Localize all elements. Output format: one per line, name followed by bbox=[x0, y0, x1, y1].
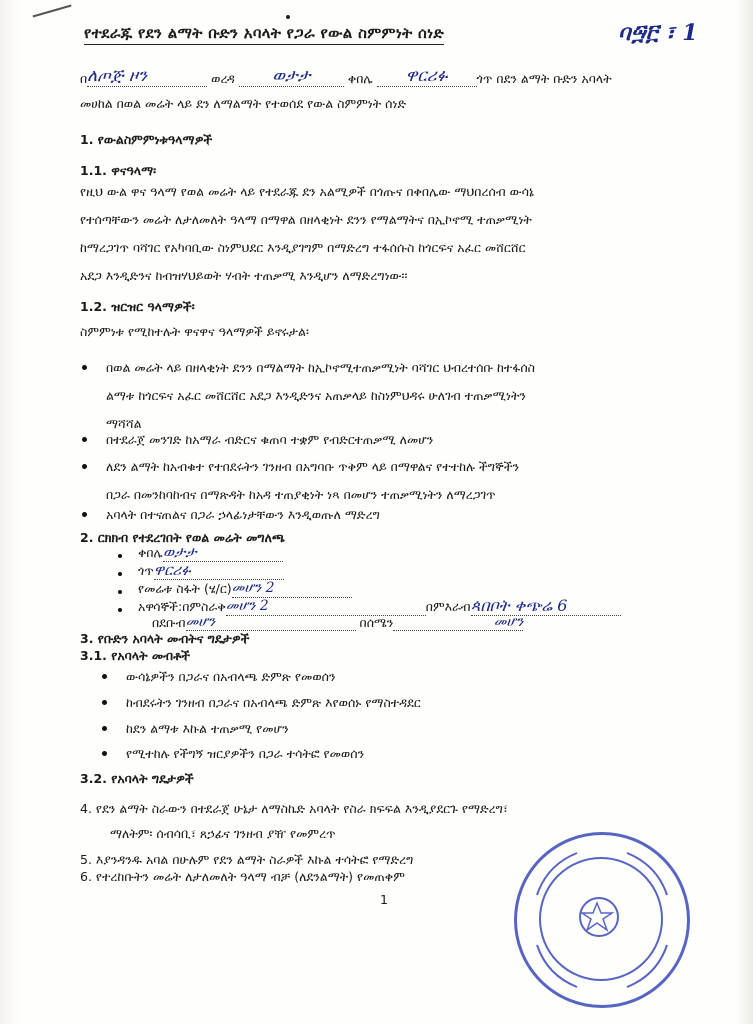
field-label: በምእራብ bbox=[425, 599, 471, 614]
section-6-line: 6. የተረከቡትን መሬት ለታለመለት ዓላማ ብቻ (ለደንልማት) የመጠቀም bbox=[80, 869, 405, 884]
section-5-line: 5. እያንዳንዱ አባል በሁሉም የደን ልማት ስራዎች እኩል ተሳትፎ የማድረግ bbox=[80, 852, 414, 867]
field-value: ወታታ bbox=[163, 543, 283, 562]
section-1-2-intro: ስምምነቱ የሚከተሉት ዋናዋና ዓላማዎች ይኖሩታል፡ bbox=[80, 324, 309, 339]
list-item-line: ማሻሻል bbox=[106, 416, 142, 431]
intro-line-2: መሀከል በወል መሬት ላይ ደን ለማልማት የተወሰደ የውል ስምምነት ሰነድ bbox=[80, 96, 407, 111]
bullet-dot bbox=[118, 608, 122, 612]
bullet-dot bbox=[82, 365, 87, 370]
list-item-line: የሚተከሉ የችግኝ ዝርያዎችን በጋራ ተሳትፎ የመወሰን bbox=[126, 746, 365, 761]
field-value: ጳበቦት ቀጭሬ 6 bbox=[471, 597, 621, 616]
intro-suffix: ጎጥ በደን ልማት ቡድን አባላት bbox=[476, 71, 612, 86]
list-item bbox=[80, 715, 720, 743]
section-1-1-paragraph bbox=[80, 178, 720, 290]
section-2-heading: 2. ርክክብ የተደረገበት የወል መሬት መግለጫ bbox=[80, 530, 285, 545]
list-item-line: ልማቱ ከጎርፍና አፈር መሸርሸር አደጋ እንዲድንና አጠቃላይ ከስነምህዳሩ ሁለገብ ተጠቃሚነትን bbox=[106, 388, 526, 403]
bullet-dot bbox=[118, 554, 122, 558]
field-value: መሆን bbox=[186, 614, 356, 631]
list-item bbox=[80, 501, 720, 529]
zone-value: ለጦጅ ዞን bbox=[87, 66, 207, 87]
list-item-line: ለደን ልማት ከአብቁተ የተበደሩትን ገንዘብ በአግባቡ ጥቅም ላይ በማዋልና የተተከሉ ችግኞችን bbox=[106, 459, 520, 474]
list-item bbox=[80, 426, 720, 454]
document-title: የተደራጁ የደን ልማት ቡድን አባላት የጋራ የውል ስምምነት ሰነድ bbox=[84, 24, 444, 45]
list-item-line: በወል መሬት ላይ በዘላቂነት ደንን በማልማት ከኢኮኖሚተጠቃሚነት ባሻገር ህብረተሰቡ ከተፋሰስ bbox=[106, 360, 536, 375]
paragraph-line: የተሰጣቸውን መሬት ለታለመለት ዓላማ በማዋል በዘላቂነት ደንን የማልማትና በኢኮኖሚ ተጠቃሚነት bbox=[80, 212, 532, 227]
bullet-dot bbox=[102, 700, 107, 705]
bullet-dot bbox=[82, 437, 87, 442]
paragraph-line: አደጋ እንዲድንና ከብዝሃህይወት ሃብት ተጠቃሚ እንዲሆን ለማድረግነው፡፡ bbox=[80, 268, 408, 283]
section-3-heading: 3. የቡድን አባላት መብትና ግዴታዎች bbox=[80, 631, 250, 646]
paragraph-line: ከማረጋገጥ ባሻገር የአካባቢው ስነምህደር እንዲያገግም በማድረግ ተፋሰሱስ ከጎርፍና አፈር መሸርሸር bbox=[80, 240, 526, 255]
stamp-star-icon bbox=[517, 835, 687, 1005]
section-1-heading: 1. የውልስምምነቱዓላማዎች bbox=[80, 132, 213, 147]
section-1-2-heading: 1.2. ዝርዝር ዓላማዎች፡ bbox=[80, 299, 195, 314]
bullet-dot bbox=[102, 726, 107, 731]
field-label: የመሬቱ ስፋት (ሄ/ር) bbox=[138, 581, 232, 596]
list-item-line: አባላት በተናጠልና በጋራ ኃላፊነታቸውን እንዲወጡለ ማድረግ bbox=[106, 507, 380, 522]
woreda-value: ወታታ bbox=[239, 66, 344, 87]
intro-line-1 bbox=[80, 66, 612, 87]
woreda-label: ወረዳ bbox=[211, 71, 235, 86]
field-label: አዋሳኞች:በምስራቅ bbox=[138, 599, 226, 614]
bullet-dot bbox=[82, 464, 87, 469]
field-label: ቀበሌ bbox=[138, 545, 163, 560]
handwritten-page-mark: ባ፵፫ ፣ 1 bbox=[618, 20, 698, 46]
list-item bbox=[80, 663, 720, 691]
kebele-value: ዋርሪፉ bbox=[377, 66, 477, 87]
kebele-label: ቀበሌ bbox=[347, 71, 373, 86]
official-stamp bbox=[514, 832, 690, 1008]
field-row-got bbox=[118, 561, 678, 580]
field-value: መሆን bbox=[393, 614, 523, 631]
field-label: በደቡብ bbox=[152, 615, 186, 630]
list-item bbox=[80, 740, 720, 768]
pen-mark bbox=[32, 5, 71, 18]
list-item-line: ከደን ልማቱ እኩል ተጠቃሚ የመሆን bbox=[126, 721, 289, 736]
field-label: ጎጥ bbox=[138, 563, 154, 578]
ink-dot bbox=[286, 15, 290, 19]
intro-prefix: በ bbox=[80, 71, 88, 86]
bullet-dot bbox=[102, 751, 107, 756]
field-row-kebele bbox=[118, 543, 678, 562]
list-item bbox=[80, 689, 720, 717]
field-row-area bbox=[118, 579, 678, 598]
section-3-2-heading: 3.2. የአባላት ግዴታዎች bbox=[80, 771, 194, 786]
section-1-1-heading: 1.1. ዋናዓላማ፡ bbox=[80, 163, 157, 178]
bullet-dot bbox=[102, 674, 107, 679]
field-value: ዋርሪፉ bbox=[154, 561, 284, 580]
list-item-line: በተደራጀ መንገድ ከአማራ ብድርና ቁጠባ ተቋም የብድርተጠቃሚ ለመሆን bbox=[106, 432, 434, 447]
bullet-dot bbox=[118, 590, 122, 594]
list-item-line: በጋራ በመንከባከብና በማጽዳት ከአዳ ተጠያቂነት ነጻ በመሆን ተጠቃሚነትን ለማረጋገጥ bbox=[106, 487, 496, 502]
paragraph-line: የዚህ ውል ዋና ዓላማ የወል መሬት ላይ የተደራጁ ደን አልሚዎች በጎጡና በቀበሌው ማህበረሰብ ውሳኔ bbox=[80, 184, 534, 199]
list-item-line: ውሳኔዎችን በጋራና በአብላጫ ድምጽ የመወሰን bbox=[126, 669, 336, 684]
page-number: 1 bbox=[380, 892, 388, 907]
bullet-dot bbox=[82, 512, 87, 517]
field-value: መሆን 2 bbox=[226, 597, 426, 616]
field-row-south-north bbox=[152, 614, 523, 631]
section-4-line-2: ማለትም፡ ሰብሳቢ፣ ጸኃፊና ገንዘብ ያዥ የመምረጥ bbox=[110, 826, 336, 841]
bullet-dot bbox=[118, 572, 122, 576]
section-4-line-1: 4. የደን ልማት ስራውን በተደራጀ ሁኔታ ለማስኬድ አባላት የስራ ክፍፍል እንዲያደርጉ የማድረግ፣ bbox=[80, 801, 509, 816]
section-3-1-heading: 3.1. የአባላት መብቶች bbox=[80, 648, 191, 663]
field-label: በሰሜን bbox=[359, 615, 394, 630]
list-item-line: ከብደሩትን ገንዘብ በጋራና በአብላጫ ድምጽ እየወሰኑ የማስተዳደር bbox=[126, 695, 421, 710]
field-value: መሆን 2 bbox=[232, 579, 352, 598]
